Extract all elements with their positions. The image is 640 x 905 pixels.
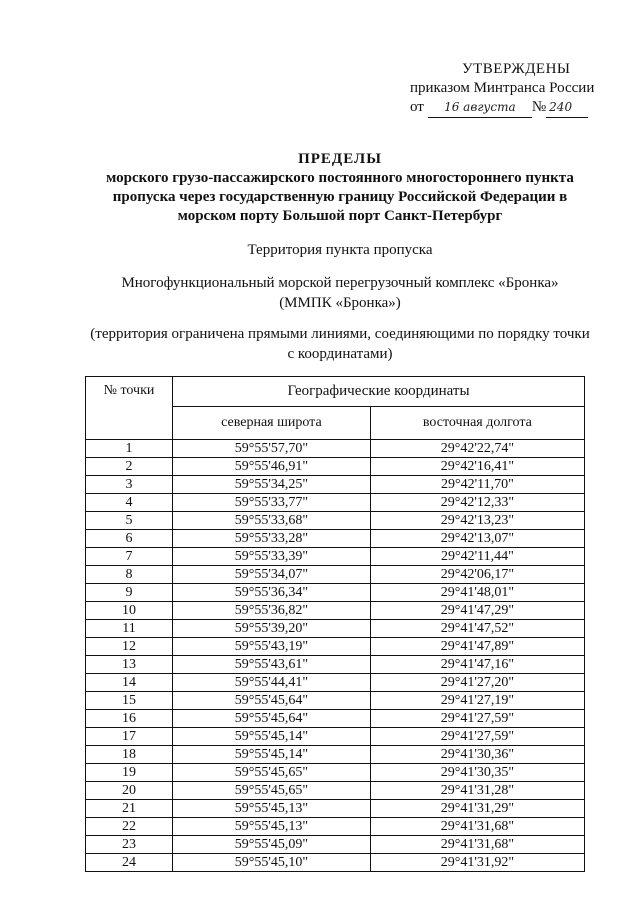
point-number-cell: 9 (86, 584, 173, 602)
latitude-cell: 59°55'45,65" (173, 782, 371, 800)
table-row (86, 548, 585, 566)
table-row (86, 440, 585, 458)
point-number-cell: 21 (86, 800, 173, 818)
longitude-cell: 29°42'13,07" (370, 530, 584, 548)
longitude-cell: 29°41'31,68" (370, 818, 584, 836)
latitude-cell: 59°55'39,20" (173, 620, 371, 638)
longitude-cell: 29°42'12,33" (370, 494, 584, 512)
longitude-cell: 29°41'31,29" (370, 800, 584, 818)
complex-line-1: Многофункциональный морской перегрузочный комплекс «Бронка» (121, 275, 559, 291)
point-number-cell: 16 (86, 710, 173, 728)
table-row (86, 620, 585, 638)
point-number-cell: 19 (86, 764, 173, 782)
longitude-cell: 29°41'47,16" (370, 656, 584, 674)
complex-name (60, 273, 620, 313)
longitude-cell: 29°42'11,44" (370, 548, 584, 566)
point-number-cell: 2 (86, 458, 173, 476)
point-number-cell: 24 (86, 854, 173, 872)
latitude-cell: 59°55'45,10" (173, 854, 371, 872)
table-row (86, 494, 585, 512)
territory-note (60, 324, 620, 364)
longitude-cell: 29°41'27,19" (370, 692, 584, 710)
point-number-cell: 14 (86, 674, 173, 692)
document-title (60, 150, 620, 226)
coordinates-body (86, 440, 585, 872)
approval-date-line (410, 98, 610, 118)
section-heading: Территория пункта пропуска (247, 242, 433, 258)
table-row (86, 836, 585, 854)
latitude-cell: 59°55'45,64" (173, 710, 371, 728)
longitude-cell: 29°42'16,41" (370, 458, 584, 476)
latitude-cell: 59°55'44,41" (173, 674, 371, 692)
header-geo-coordinates: Географические координаты (173, 377, 585, 407)
latitude-cell: 59°55'33,68" (173, 512, 371, 530)
latitude-cell: 59°55'43,61" (173, 656, 371, 674)
note-line-2: с координатами) (287, 346, 393, 362)
table-row (86, 782, 585, 800)
header-point-number: № точки (86, 377, 173, 440)
title-line-3: морском порту Большой порт Санкт-Петербург (177, 208, 503, 224)
latitude-cell: 59°55'36,82" (173, 602, 371, 620)
latitude-cell: 59°55'36,34" (173, 584, 371, 602)
table-row (86, 584, 585, 602)
longitude-cell: 29°41'47,52" (370, 620, 584, 638)
table-row (86, 854, 585, 872)
longitude-cell: 29°41'47,89" (370, 638, 584, 656)
latitude-cell: 59°55'45,64" (173, 692, 371, 710)
longitude-cell: 29°41'31,68" (370, 836, 584, 854)
table-row (86, 674, 585, 692)
table-row (86, 530, 585, 548)
longitude-cell: 29°42'06,17" (370, 566, 584, 584)
table-row (86, 458, 585, 476)
point-number-cell: 4 (86, 494, 173, 512)
complex-line-2: (ММПК «Бронка») (279, 295, 401, 311)
point-number-cell: 1 (86, 440, 173, 458)
latitude-cell: 59°55'45,14" (173, 746, 371, 764)
longitude-cell: 29°41'47,29" (370, 602, 584, 620)
table-row (86, 764, 585, 782)
point-number-cell: 22 (86, 818, 173, 836)
longitude-cell: 29°41'27,20" (370, 674, 584, 692)
table-row (86, 710, 585, 728)
header-north-latitude: северная широта (173, 407, 371, 440)
table-row (86, 602, 585, 620)
latitude-cell: 59°55'45,13" (173, 818, 371, 836)
latitude-cell: 59°55'45,14" (173, 728, 371, 746)
longitude-cell: 29°41'30,35" (370, 764, 584, 782)
latitude-cell: 59°55'34,07" (173, 566, 371, 584)
latitude-cell: 59°55'33,39" (173, 548, 371, 566)
latitude-cell: 59°55'34,25" (173, 476, 371, 494)
point-number-cell: 11 (86, 620, 173, 638)
latitude-cell: 59°55'43,19" (173, 638, 371, 656)
point-number-cell: 13 (86, 656, 173, 674)
table-row (86, 746, 585, 764)
longitude-cell: 29°41'30,36" (370, 746, 584, 764)
table-row (86, 638, 585, 656)
point-number-cell: 18 (86, 746, 173, 764)
approval-order-line: приказом Минтранса России (410, 80, 595, 96)
longitude-cell: 29°41'31,92" (370, 854, 584, 872)
point-number-cell: 5 (86, 512, 173, 530)
latitude-cell: 59°55'57,70" (173, 440, 371, 458)
latitude-cell: 59°55'45,13" (173, 800, 371, 818)
approval-block (410, 60, 610, 118)
point-number-cell: 17 (86, 728, 173, 746)
longitude-cell: 29°42'13,23" (370, 512, 584, 530)
table-row (86, 476, 585, 494)
coordinates-table (85, 376, 585, 872)
longitude-cell: 29°41'31,28" (370, 782, 584, 800)
table-row (86, 818, 585, 836)
header-east-longitude: восточная долгота (370, 407, 584, 440)
title-line-2: пропуска через государственную границу Российской Федерации в (112, 189, 568, 205)
point-number-cell: 10 (86, 602, 173, 620)
title-main: ПРЕДЕЛЫ (298, 151, 382, 167)
point-number-cell: 8 (86, 566, 173, 584)
longitude-cell: 29°42'11,70" (370, 476, 584, 494)
longitude-cell: 29°42'22,74" (370, 440, 584, 458)
latitude-cell: 59°55'45,09" (173, 836, 371, 854)
point-number-cell: 12 (86, 638, 173, 656)
latitude-cell: 59°55'45,65" (173, 764, 371, 782)
table-row (86, 692, 585, 710)
point-number-cell: 20 (86, 782, 173, 800)
latitude-cell: 59°55'46,91" (173, 458, 371, 476)
table-row (86, 512, 585, 530)
table-row (86, 800, 585, 818)
point-number-cell: 23 (86, 836, 173, 854)
longitude-cell: 29°41'27,59" (370, 728, 584, 746)
approval-number-handwritten: 240 (546, 98, 588, 118)
table-row (86, 566, 585, 584)
point-number-cell: 3 (86, 476, 173, 494)
table-row (86, 728, 585, 746)
note-line-1: (территория ограничена прямыми линиями, соединяющими по порядку точки (90, 326, 590, 342)
latitude-cell: 59°55'33,28" (173, 530, 371, 548)
point-number-cell: 7 (86, 548, 173, 566)
approval-number-label: № (531, 99, 547, 115)
point-number-cell: 6 (86, 530, 173, 548)
approval-date-handwritten: 16 августа (428, 98, 532, 118)
approval-heading: УТВЕРЖДЕНЫ (462, 61, 571, 77)
table-row (86, 656, 585, 674)
title-line-1: морского грузо-пассажирского постоянного многостороннего пункта (106, 170, 574, 186)
latitude-cell: 59°55'33,77" (173, 494, 371, 512)
longitude-cell: 29°41'27,59" (370, 710, 584, 728)
point-number-cell: 15 (86, 692, 173, 710)
approval-from-label: от (410, 99, 424, 115)
longitude-cell: 29°41'48,01" (370, 584, 584, 602)
